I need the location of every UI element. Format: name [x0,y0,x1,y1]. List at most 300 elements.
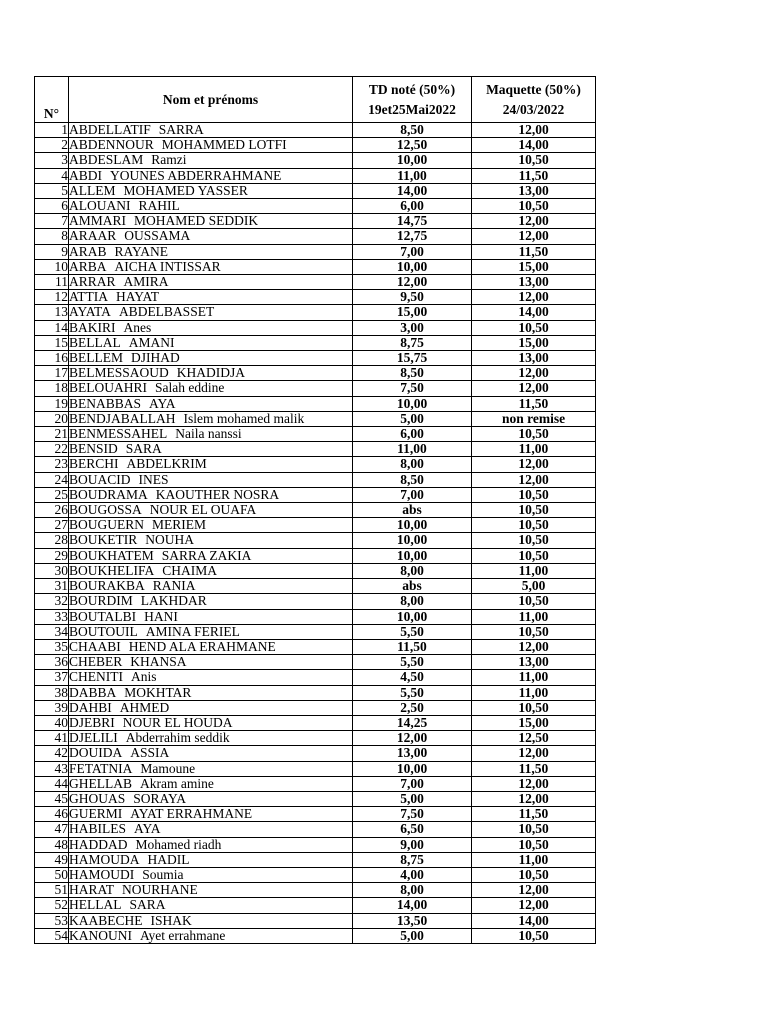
table-row [35,275,596,290]
student-last-name: HARAT [69,882,115,898]
row-number: 21 [35,427,69,442]
td-grade: 10,00 [353,533,472,548]
student-first-name: YOUNES ABDERRAHMANE [110,168,282,183]
student-first-name: Ayet errahmane [140,928,226,943]
table-row [35,168,596,183]
row-number: 16 [35,351,69,366]
table-row [35,867,596,882]
maquette-grade: 11,00 [472,852,596,867]
student-last-name: CHENITI [69,669,123,685]
table-row [35,199,596,214]
table-row [35,822,596,837]
maquette-grade: 10,50 [472,548,596,563]
row-number: 13 [35,305,69,320]
student-name [69,655,353,670]
student-first-name: Anes [123,320,152,335]
student-last-name: AMMARI [69,213,127,229]
student-last-name: DABBA [69,685,117,700]
maquette-grade: 12,00 [472,898,596,913]
student-last-name: HAMOUDI [69,867,135,882]
student-name [69,275,353,290]
maquette-grade: 10,50 [472,199,596,214]
header-td-grade [353,77,472,123]
row-number: 4 [35,168,69,183]
student-first-name: NOUR EL OUAFA [149,502,257,518]
student-last-name: BOURAKBA [69,578,145,594]
table-row [35,791,596,806]
td-grade: 6,00 [353,199,472,214]
student-name [69,883,353,898]
student-name [69,670,353,685]
td-grade: 12,75 [353,229,472,244]
student-first-name: LAKHDAR [140,593,207,609]
row-number: 41 [35,731,69,746]
header-number: N° [35,77,69,123]
maquette-grade: 13,00 [472,183,596,198]
student-first-name: ASSIA [130,745,170,761]
td-grade: 9,50 [353,290,472,305]
table-row [35,928,596,943]
maquette-grade: 12,00 [472,381,596,396]
student-first-name: SARRA ZAKIA [161,548,252,563]
student-name [69,503,353,518]
row-number: 49 [35,852,69,867]
row-number: 7 [35,214,69,229]
table-row [35,609,596,624]
header-maquette-date: 24/03/2022 [502,101,565,117]
row-number: 50 [35,867,69,882]
student-first-name: SARA [129,897,166,913]
student-first-name: HEND ALA ERAHMANE [128,639,276,654]
table-row [35,472,596,487]
maquette-grade: 10,50 [472,594,596,609]
student-last-name: BENDJABALLAH [69,411,176,426]
student-first-name: AICHA INTISSAR [114,259,221,274]
maquette-grade: 12,00 [472,214,596,229]
student-last-name: ALOUANI [69,198,131,214]
student-last-name: BELOUAHRI [69,380,147,396]
table-row [35,563,596,578]
student-name [69,138,353,153]
maquette-grade: 12,00 [472,746,596,761]
student-last-name: BELLAL [69,335,121,350]
student-last-name: DJEBRI [69,715,115,730]
td-grade: 14,25 [353,715,472,730]
row-number: 52 [35,898,69,913]
student-name [69,153,353,168]
table-row [35,259,596,274]
student-last-name: CHEBER [69,654,123,670]
student-first-name: HADIL [147,852,190,867]
student-last-name: FETATNIA [69,761,133,776]
student-last-name: BOUDRAMA [69,487,148,502]
maquette-grade: 11,50 [472,807,596,822]
table-row [35,305,596,320]
row-number: 34 [35,624,69,639]
student-first-name: SARRA [158,122,204,137]
maquette-grade: 12,00 [472,472,596,487]
student-last-name: BOUTALBI [69,609,137,624]
student-name [69,807,353,822]
td-grade: 7,00 [353,244,472,259]
td-grade: 4,00 [353,867,472,882]
table-row [35,761,596,776]
student-name [69,351,353,366]
maquette-grade: 11,00 [472,563,596,578]
student-first-name: SARA [125,441,162,457]
maquette-grade: 10,50 [472,487,596,502]
td-grade: 8,50 [353,366,472,381]
td-grade: 5,50 [353,685,472,700]
student-last-name: ABDELLATIF [69,122,151,137]
student-name [69,244,353,259]
maquette-grade: 10,50 [472,700,596,715]
row-number: 47 [35,822,69,837]
row-number: 9 [35,244,69,259]
maquette-grade: 12,00 [472,639,596,654]
row-number: 12 [35,290,69,305]
maquette-grade: 5,00 [472,579,596,594]
table-row [35,229,596,244]
maquette-grade: 12,00 [472,776,596,791]
td-grade: 10,00 [353,761,472,776]
maquette-grade: 12,00 [472,366,596,381]
student-first-name: MOHAMED SEDDIK [134,213,259,229]
student-first-name: DJIHAD [131,350,180,366]
table-row [35,579,596,594]
student-first-name: Salah eddine [155,380,225,396]
student-first-name: Abderrahim seddik [125,730,230,746]
student-name [69,518,353,533]
table-row [35,396,596,411]
header-td-title: TD noté (50%) [368,81,456,97]
student-name [69,852,353,867]
student-last-name: ATTIA [69,289,108,305]
maquette-grade: 12,00 [472,123,596,138]
row-number: 30 [35,563,69,578]
table-row [35,533,596,548]
student-first-name: OUSSAMA [124,228,191,244]
header-maquette-title: Maquette (50%) [486,81,581,97]
row-number: 24 [35,472,69,487]
maquette-grade: 10,50 [472,427,596,442]
table-row [35,381,596,396]
row-number: 28 [35,533,69,548]
table-row [35,214,596,229]
student-name [69,472,353,487]
td-grade: 8,50 [353,472,472,487]
row-number: 17 [35,366,69,381]
table-row [35,852,596,867]
student-last-name: ABDESLAM [69,152,144,168]
row-number: 38 [35,685,69,700]
student-name [69,199,353,214]
td-grade: 8,00 [353,563,472,578]
table-row [35,898,596,913]
td-grade: 14,75 [353,214,472,229]
student-name [69,761,353,776]
td-grade: 2,50 [353,700,472,715]
student-first-name: NOURHANE [122,882,198,898]
student-name [69,928,353,943]
student-last-name: BOUGOSSA [69,502,142,518]
maquette-grade: 11,00 [472,685,596,700]
td-grade: 12,50 [353,138,472,153]
student-name [69,913,353,928]
student-last-name: ALLEM [69,183,116,198]
student-first-name: AYA [134,821,161,837]
row-number: 46 [35,807,69,822]
maquette-grade: 10,50 [472,867,596,882]
student-last-name: BELMESSAOUD [69,365,169,381]
table-row [35,715,596,730]
row-number: 42 [35,746,69,761]
td-grade: 13,00 [353,746,472,761]
row-number: 33 [35,609,69,624]
student-name [69,791,353,806]
table-body [35,123,596,944]
row-number: 23 [35,457,69,472]
td-grade: 8,00 [353,594,472,609]
header-name: Nom et prénoms [69,77,353,123]
student-name [69,214,353,229]
student-first-name: Naila nanssi [175,426,242,442]
row-number: 11 [35,275,69,290]
student-first-name: KHADIDJA [176,365,246,381]
row-number: 43 [35,761,69,776]
student-name [69,320,353,335]
student-name [69,898,353,913]
student-name [69,411,353,426]
maquette-grade: 10,50 [472,837,596,852]
student-last-name: BOUKHATEM [69,548,154,563]
student-name [69,487,353,502]
student-first-name: MOKHTAR [124,685,192,700]
student-first-name: Islem mohamed malik [183,411,305,426]
maquette-grade: 12,50 [472,731,596,746]
student-last-name: HAMOUDA [69,852,140,867]
row-number: 15 [35,335,69,350]
table-row [35,442,596,457]
row-number: 2 [35,138,69,153]
table-row [35,411,596,426]
row-number: 6 [35,199,69,214]
td-grade: 7,50 [353,381,472,396]
row-number: 26 [35,503,69,518]
table-row [35,639,596,654]
row-number: 54 [35,928,69,943]
td-grade: 8,75 [353,335,472,350]
row-number: 40 [35,715,69,730]
student-first-name: AMIRA [123,274,169,290]
student-first-name: Anis [131,669,157,685]
table-row [35,746,596,761]
student-last-name: HELLAL [69,897,122,913]
maquette-grade: 10,50 [472,153,596,168]
table-row [35,351,596,366]
td-grade: 8,50 [353,123,472,138]
student-last-name: KANOUNI [69,928,132,943]
row-number: 10 [35,259,69,274]
row-number: 45 [35,791,69,806]
maquette-grade: 10,50 [472,503,596,518]
student-first-name: Akram amine [140,776,214,791]
student-last-name: BENABBAS [69,396,142,411]
table-row [35,138,596,153]
maquette-grade: 11,50 [472,396,596,411]
td-grade: 15,00 [353,305,472,320]
table-row [35,320,596,335]
student-last-name: BOUTOUIL [69,624,138,639]
header-row [35,77,596,123]
student-name [69,183,353,198]
student-last-name: BOUKHELIFA [69,563,155,578]
student-name [69,366,353,381]
grades-table [34,76,596,944]
header-maquette-grade [472,77,596,123]
td-grade: 3,00 [353,320,472,335]
row-number: 8 [35,229,69,244]
row-number: 3 [35,153,69,168]
maquette-grade: 12,00 [472,229,596,244]
td-grade: 10,00 [353,396,472,411]
row-number: 27 [35,518,69,533]
td-grade: 5,50 [353,655,472,670]
table-row [35,335,596,350]
row-number: 14 [35,320,69,335]
student-last-name: CHAABI [69,639,121,654]
row-number: 1 [35,123,69,138]
student-last-name: DJELILI [69,730,118,746]
student-first-name: ABDELBASSET [118,304,215,320]
student-last-name: ARBA [69,259,107,274]
td-grade: 4,50 [353,670,472,685]
maquette-grade: 11,00 [472,442,596,457]
td-grade: 12,00 [353,731,472,746]
student-name [69,123,353,138]
table-row [35,594,596,609]
student-last-name: KAABECHE [69,913,143,928]
maquette-grade: 10,50 [472,533,596,548]
student-name [69,715,353,730]
table-row [35,883,596,898]
student-last-name: HABILES [69,821,126,837]
maquette-grade: 10,50 [472,624,596,639]
student-last-name: BENSID [69,441,118,457]
student-name [69,396,353,411]
student-last-name: DOUIDA [69,745,123,761]
td-grade: abs [353,503,472,518]
header-td-date: 19et25Mai2022 [368,101,456,117]
table-row [35,655,596,670]
student-first-name: ABDELKRIM [126,456,207,472]
maquette-grade: 13,00 [472,655,596,670]
student-name [69,609,353,624]
table-row [35,807,596,822]
student-first-name: INES [138,472,169,487]
table-row [35,123,596,138]
td-grade: 6,00 [353,427,472,442]
student-last-name: BELLEM [69,350,123,366]
table-row [35,685,596,700]
student-last-name: GHELLAB [69,776,132,791]
student-name [69,457,353,472]
student-last-name: BOUACID [69,472,131,487]
row-number: 44 [35,776,69,791]
student-first-name: RANIA [152,578,196,594]
td-grade: 9,00 [353,837,472,852]
row-number: 31 [35,579,69,594]
maquette-grade: 15,00 [472,335,596,350]
student-last-name: DAHBI [69,700,112,715]
student-name [69,867,353,882]
row-number: 51 [35,883,69,898]
td-grade: 10,00 [353,609,472,624]
td-grade: 13,50 [353,913,472,928]
student-first-name: HANI [144,609,178,624]
table-row [35,366,596,381]
td-grade: 5,00 [353,411,472,426]
student-first-name: KHANSA [130,654,187,670]
student-last-name: BAKIRI [69,320,116,335]
maquette-grade: 13,00 [472,275,596,290]
student-last-name: ABDI [69,168,102,183]
td-grade: 5,50 [353,624,472,639]
student-name [69,533,353,548]
maquette-grade: 12,00 [472,457,596,472]
student-name [69,305,353,320]
student-last-name: BOUKETIR [69,532,138,548]
student-first-name: RAYANE [114,244,169,259]
student-name [69,700,353,715]
td-grade: 5,00 [353,928,472,943]
td-grade: 10,00 [353,518,472,533]
table-row [35,487,596,502]
student-name [69,579,353,594]
td-grade: 5,00 [353,791,472,806]
student-last-name: HADDAD [69,837,128,852]
student-name [69,381,353,396]
table-row [35,700,596,715]
student-name [69,335,353,350]
student-name [69,168,353,183]
row-number: 37 [35,670,69,685]
maquette-grade: 11,50 [472,168,596,183]
student-last-name: BERCHI [69,456,119,472]
student-first-name: SORAYA [133,791,187,806]
td-grade: 7,00 [353,776,472,791]
student-last-name: BENMESSAHEL [69,426,168,442]
maquette-grade: 10,50 [472,822,596,837]
table-row [35,837,596,852]
row-number: 18 [35,381,69,396]
student-first-name: MOHAMED YASSER [123,183,248,198]
maquette-grade: 11,50 [472,244,596,259]
student-last-name: BOURDIM [69,593,133,609]
td-grade: 14,00 [353,183,472,198]
td-grade: 11,50 [353,639,472,654]
student-first-name: NOUHA [145,532,194,548]
row-number: 19 [35,396,69,411]
student-last-name: GUERMI [69,806,123,822]
table-row [35,670,596,685]
student-name [69,563,353,578]
table-row [35,913,596,928]
student-last-name: AYATA [69,304,111,320]
maquette-grade: 14,00 [472,138,596,153]
student-last-name: GHOUAS [69,791,126,806]
table-row [35,776,596,791]
